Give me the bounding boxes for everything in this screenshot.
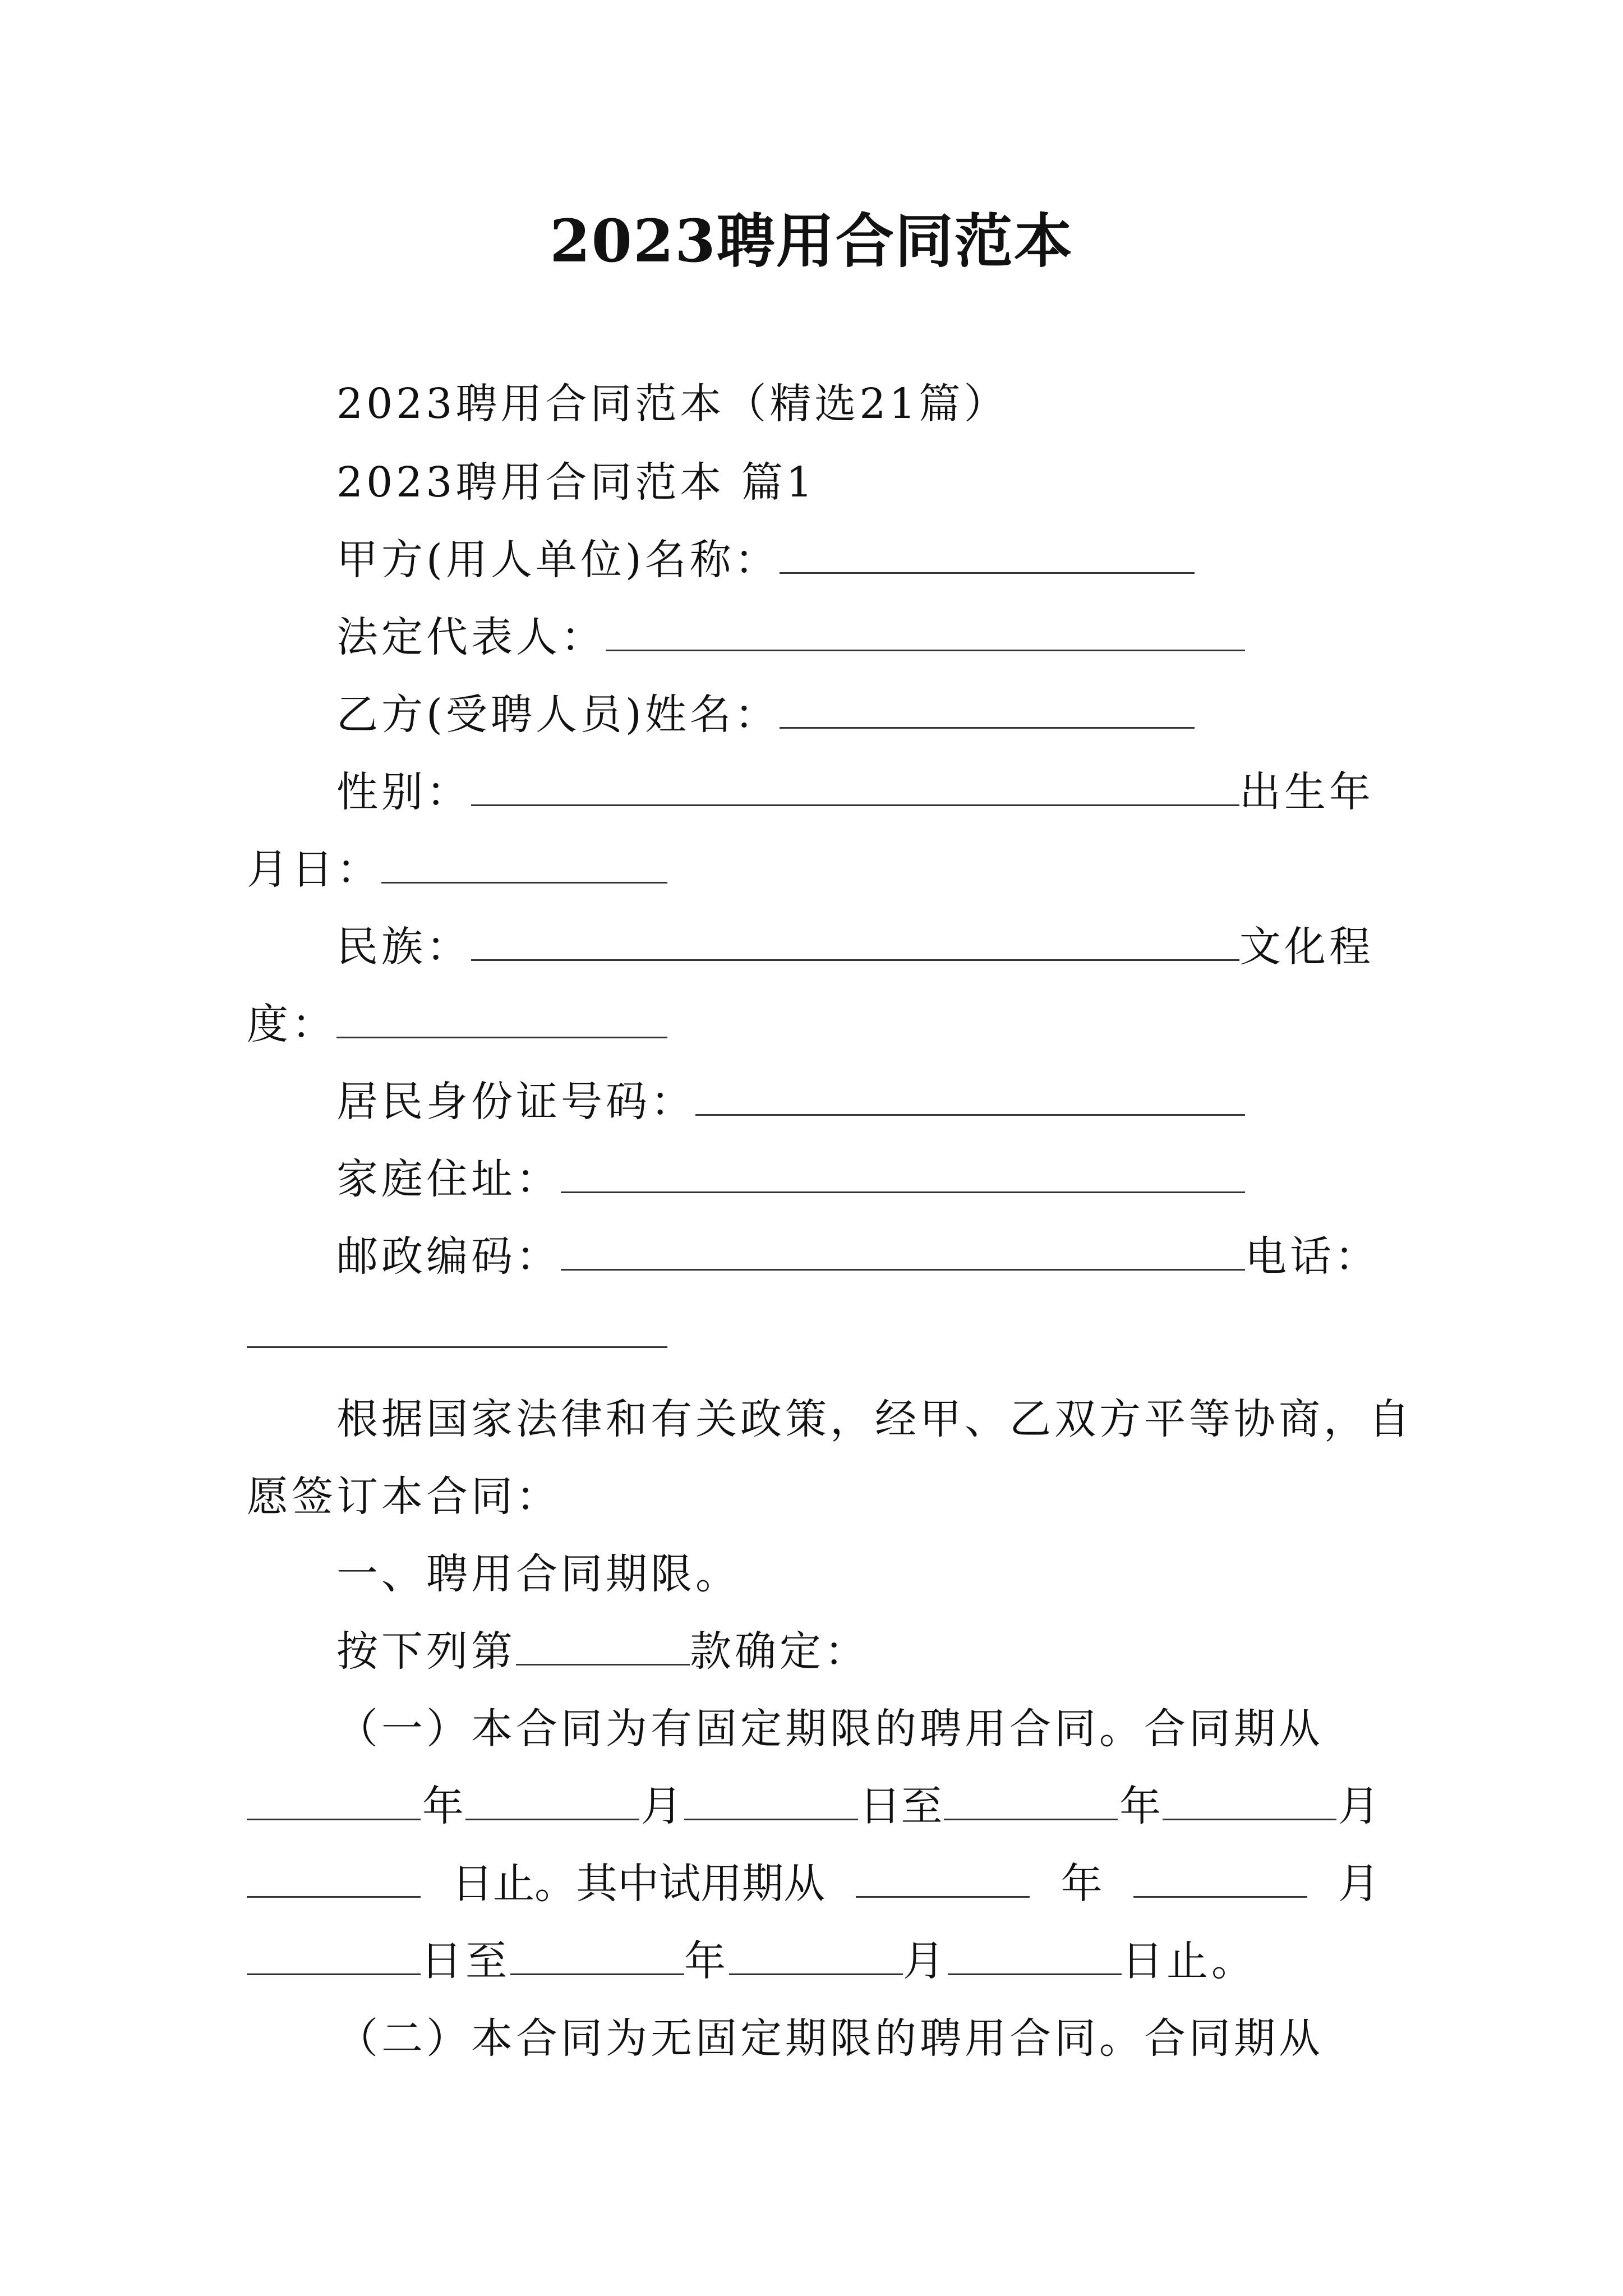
birth-label-tail: 出生年 <box>1239 768 1374 816</box>
start-day-to-label: 日至 <box>859 1782 943 1830</box>
probation-end-month-label: 月 <box>903 1937 948 1985</box>
probation-end-year-label: 年 <box>684 1937 729 1985</box>
ethnicity-label: 民族： <box>336 923 471 971</box>
start-year-blank[interactable] <box>247 1787 421 1820</box>
item1-line-4 <box>247 1933 1256 1989</box>
probation-end-month-blank[interactable] <box>729 1942 903 1975</box>
probation-start-month-blank[interactable] <box>1133 1865 1307 1898</box>
party-b-name-label: 乙方(受聘人员)姓名： <box>336 691 780 739</box>
gender-row <box>336 764 1374 820</box>
item1-line-3 <box>247 1856 1380 1912</box>
education-blank[interactable] <box>336 1005 667 1038</box>
id-number-label: 居民身份证号码： <box>336 1078 695 1126</box>
ethnicity-blank[interactable] <box>471 928 1239 961</box>
phone-row <box>247 1306 667 1362</box>
start-month-label: 月 <box>640 1782 683 1830</box>
intro-line-1: 根据国家法律和有关政策，经甲、乙双方平等协商，自 <box>336 1395 1413 1443</box>
section-heading: 2023聘用合同范本 篇1 <box>336 458 816 507</box>
probation-start-year-blank[interactable] <box>856 1865 1030 1898</box>
birth-row <box>247 841 667 898</box>
end-year-label: 年 <box>1119 1782 1161 1830</box>
postcode-row <box>336 1228 1380 1285</box>
party-b-name-row <box>336 687 1195 743</box>
education-label-head: 度： <box>247 1000 336 1048</box>
probation-end-day-blank[interactable] <box>948 1942 1122 1975</box>
probation-end-label: 日止。 <box>1122 1937 1256 1985</box>
party-a-name-row <box>336 532 1195 588</box>
postcode-blank[interactable] <box>561 1237 1245 1271</box>
intro-line-2: 愿签订本合同： <box>247 1473 561 1521</box>
probation-day-to-label: 日至 <box>421 1937 510 1985</box>
item1-line-2 <box>247 1778 1380 1834</box>
legal-rep-blank[interactable] <box>606 618 1245 651</box>
probation-label: 日止。其中试用期从 <box>451 1860 826 1908</box>
home-address-row <box>336 1151 1245 1207</box>
phone-label: 电话： <box>1245 1232 1380 1281</box>
id-number-blank[interactable] <box>695 1083 1245 1116</box>
gender-blank[interactable] <box>471 773 1239 806</box>
party-a-name-label: 甲方(用人单位)名称： <box>336 536 780 584</box>
start-month-blank[interactable] <box>465 1787 639 1820</box>
document-subtitle: 2023聘用合同范本（精选21篇） <box>336 380 1009 428</box>
item2-line-1: （二）本合同为无固定期限的聘用合同。合同期从 <box>336 2014 1324 2063</box>
start-day-blank[interactable] <box>684 1787 858 1820</box>
end-month-blank[interactable] <box>1163 1787 1336 1820</box>
clause1-select-blank[interactable] <box>516 1632 690 1665</box>
ethnicity-row <box>336 919 1374 975</box>
id-number-row <box>336 1074 1245 1130</box>
probation-start-month-label: 月 <box>1338 1860 1380 1908</box>
document-title: 2023聘用合同范本 <box>550 206 1073 275</box>
end-year-blank[interactable] <box>944 1787 1118 1820</box>
clause1-select-a: 按下列第 <box>336 1627 516 1676</box>
end-month-label: 月 <box>1338 1782 1380 1830</box>
postcode-label: 邮政编码： <box>336 1232 561 1281</box>
phone-blank[interactable] <box>247 1315 667 1348</box>
home-address-label: 家庭住址： <box>336 1155 561 1203</box>
legal-rep-label: 法定代表人： <box>336 613 606 661</box>
birth-label-head: 月日： <box>247 845 381 894</box>
education-label-tail: 文化程 <box>1239 923 1374 971</box>
party-a-name-blank[interactable] <box>780 541 1195 574</box>
item1-line-1: （一）本合同为有固定期限的聘用合同。合同期从 <box>336 1705 1324 1753</box>
clause1-heading: 一、聘用合同期限。 <box>336 1550 740 1598</box>
gender-label: 性别： <box>336 768 471 816</box>
legal-rep-row <box>336 609 1245 665</box>
probation-start-year-label: 年 <box>1061 1860 1103 1908</box>
probation-start-day-blank[interactable] <box>247 1942 421 1975</box>
clause1-select-b: 款确定： <box>690 1627 869 1676</box>
start-year-label: 年 <box>422 1782 464 1830</box>
party-b-name-blank[interactable] <box>780 696 1195 729</box>
end-day-blank[interactable] <box>247 1865 421 1898</box>
probation-end-year-blank[interactable] <box>510 1942 684 1975</box>
birth-blank[interactable] <box>381 850 667 884</box>
home-address-blank[interactable] <box>561 1160 1245 1193</box>
education-row <box>247 996 667 1052</box>
clause1-select-row <box>336 1623 869 1680</box>
